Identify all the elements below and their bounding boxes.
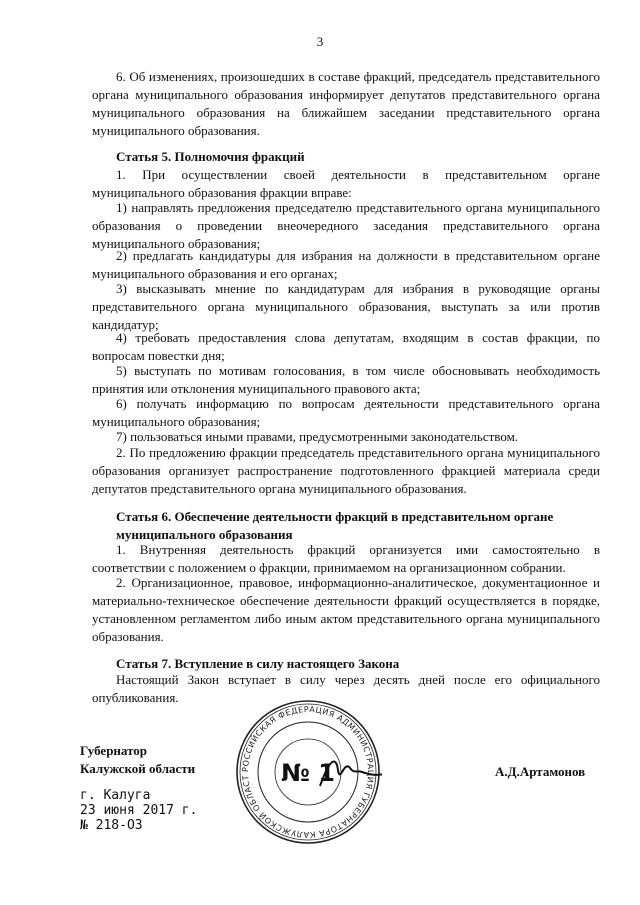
- art5-item-2: 2) предлагать кандидатуры для избрания на должности в представительном органе муниципального образования и его органах;: [92, 248, 600, 281]
- art5-item-3: 3) высказывать мнение по кандидатурам для избрания в руководящие органы представительного органа муниципального образования, выступать за или против кандидатур;: [92, 281, 600, 332]
- signer-title-line-2: Калужской области: [80, 761, 196, 776]
- art5-item-7: 7) пользоваться иными правами, предусмотренными законодательством.: [116, 429, 519, 444]
- art5-item-4: 4) требовать предоставления слова депутатам, входящим в состав фракции, по вопросам повестки дня;: [92, 330, 600, 363]
- signer-name: А.Д.Артамонов: [495, 764, 586, 779]
- date: 23 июня 2017 г.: [80, 803, 198, 818]
- art6-title: Статья 6. Обеспечение деятельности фракций в представительном органе муниципального образования: [116, 509, 554, 542]
- art5-title: Статья 5. Полномочия фракций: [116, 149, 305, 164]
- place: г. Калуга: [80, 788, 151, 803]
- seal-stamp-icon: [234, 698, 382, 846]
- art5-item-5: 5) выступать по мотивам голосования, в том числе обосновывать необходимость принятия или отклонения муниципального правового акта;: [92, 363, 600, 396]
- official-seal: [234, 698, 382, 846]
- art5-paragraph-1: 1. При осуществлении своей деятельности в представительном органе муниципального образования фракции вправе:: [92, 167, 600, 200]
- signer-title-line-1: Губернатор: [80, 743, 148, 758]
- signer-title: [80, 742, 195, 778]
- art4-paragraph-6: 6. Об изменениях, произошедших в составе фракций, председатель представительного органа муниципального образования информирует депутатов представительного органа муниципального образования на ближайшем заседании представительного органа муниципального образования.: [92, 69, 600, 138]
- document-metadata: [80, 788, 197, 833]
- art7-paragraph-1: Настоящий Закон вступает в силу через десять дней после его официального опубликования.: [92, 672, 600, 705]
- art5-item-1: 1) направлять предложения председателю представительного органа муниципального образования о проведении внеочередного заседания представительного органа муниципального образования;: [92, 200, 600, 251]
- seal-number: № 1: [281, 759, 335, 787]
- art7-title: Статья 7. Вступление в силу настоящего Закона: [116, 656, 400, 671]
- art6-paragraph-2: 2. Организационное, правовое, информационно-аналитическое, документационное и материально-техническое обеспечение деятельности фракций осуществляется в порядке, установленном регламентом либо иным актом представительного органа муниципального образования.: [92, 575, 600, 644]
- law-number: № 218-ОЗ: [80, 818, 143, 833]
- seal-circular-text: РОССИЙСКАЯ ФЕДЕРАЦИЯ АДМИНИСТРАЦИЯ ГУБЕРНАТОРА КАЛУЖСКОЙ ОБЛАСТ: [240, 704, 376, 840]
- page-number: 3: [316, 34, 324, 49]
- art5-item-6: 6) получать информацию по вопросам деятельности представительного органа муниципального образования;: [92, 396, 600, 429]
- art5-paragraph-2: 2. По предложению фракции председатель представительного органа муниципального образования организует распространение подготовленного фракцией материала среди депутатов представительного органа муниципального образования.: [92, 445, 600, 496]
- art6-paragraph-1: 1. Внутренняя деятельность фракций организуется ими самостоятельно в соответствии с положением о фракции, принимаемом на организационном собрании.: [92, 542, 600, 575]
